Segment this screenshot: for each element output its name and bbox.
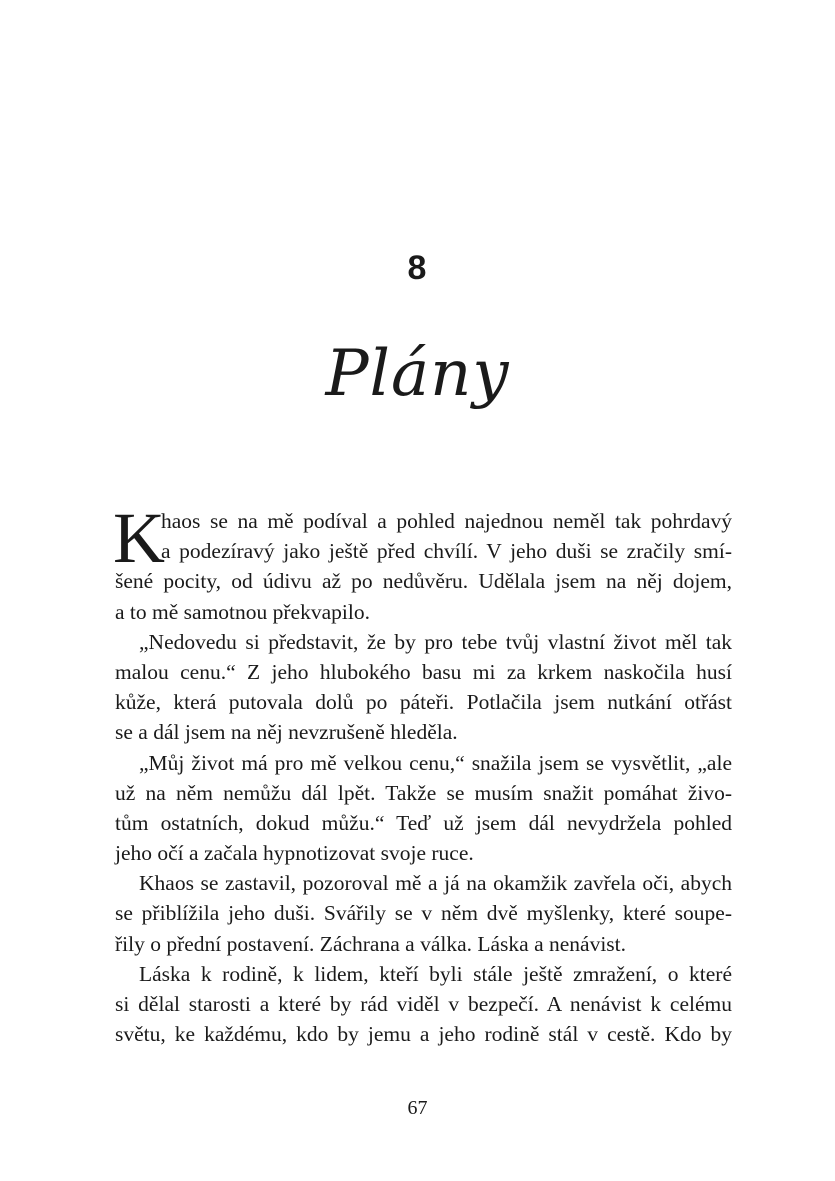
text-line: světu, ke každému, kdo by jemu a jeho rodině stál v cestě. Kdo by [115,1022,732,1047]
text-line: kůže, která putovala dolů po páteři. Potlačila jsem nutkání otřást [115,690,732,715]
text-line: jeho očí a začala hypnotizovat svoje ruce. [115,841,474,866]
text-line: „Nedovedu si představit, že by pro tebe tvůj vlastní život měl tak [139,629,732,654]
chapter-number: 8 [407,249,428,287]
body-text [113,498,732,1049]
text-line: „Můj život má pro mě velkou cenu,“ snažila jsem se vysvětlit, „ale [139,750,732,775]
text-line: se a dál jsem na něj nevzrušeně hleděla. [115,720,458,745]
text-line: a podezíravý jako ještě před chvílí. V jeho duši se zračily smí- [161,539,732,564]
text-line: haos se na mě podíval a pohled najednou neměl tak pohrdavý [161,509,732,533]
text-line: už na něm nemůžu dál lpět. Takže se musím snažit pomáhat živo- [115,780,732,805]
text-line: se přiblížila jeho duši. Svářily se v něm dvě myšlenky, které soupe- [115,901,732,926]
text-line: šené pocity, od údivu až po nedůvěru. Udělala jsem na něj dojem, [115,569,732,594]
text-line: malou cenu.“ Z jeho hlubokého basu mi za krkem naskočila husí [115,659,732,684]
text-line: Láska k rodině, k lidem, kteří byli stále ještě zmražení, o které [139,961,732,986]
text-line: Khaos se zastavil, pozoroval mě a já na okamžik zavřela oči, abych [139,871,732,896]
text-line: a to mě samotnou překvapilo. [115,599,370,624]
chapter-title: Plány [325,337,510,411]
text-line: tům ostatních, dokud můžu.“ Teď už jsem dál nevydržela pohled [115,810,732,835]
drop-cap: K [113,498,165,578]
text-line: řily o přední postavení. Záchrana a válka. Láska a nenávist. [115,931,627,956]
text-line: si dělal starosti a které by rád viděl v bezpečí. A nenávist k celému [115,992,732,1016]
page-number: 67 [407,1097,428,1119]
